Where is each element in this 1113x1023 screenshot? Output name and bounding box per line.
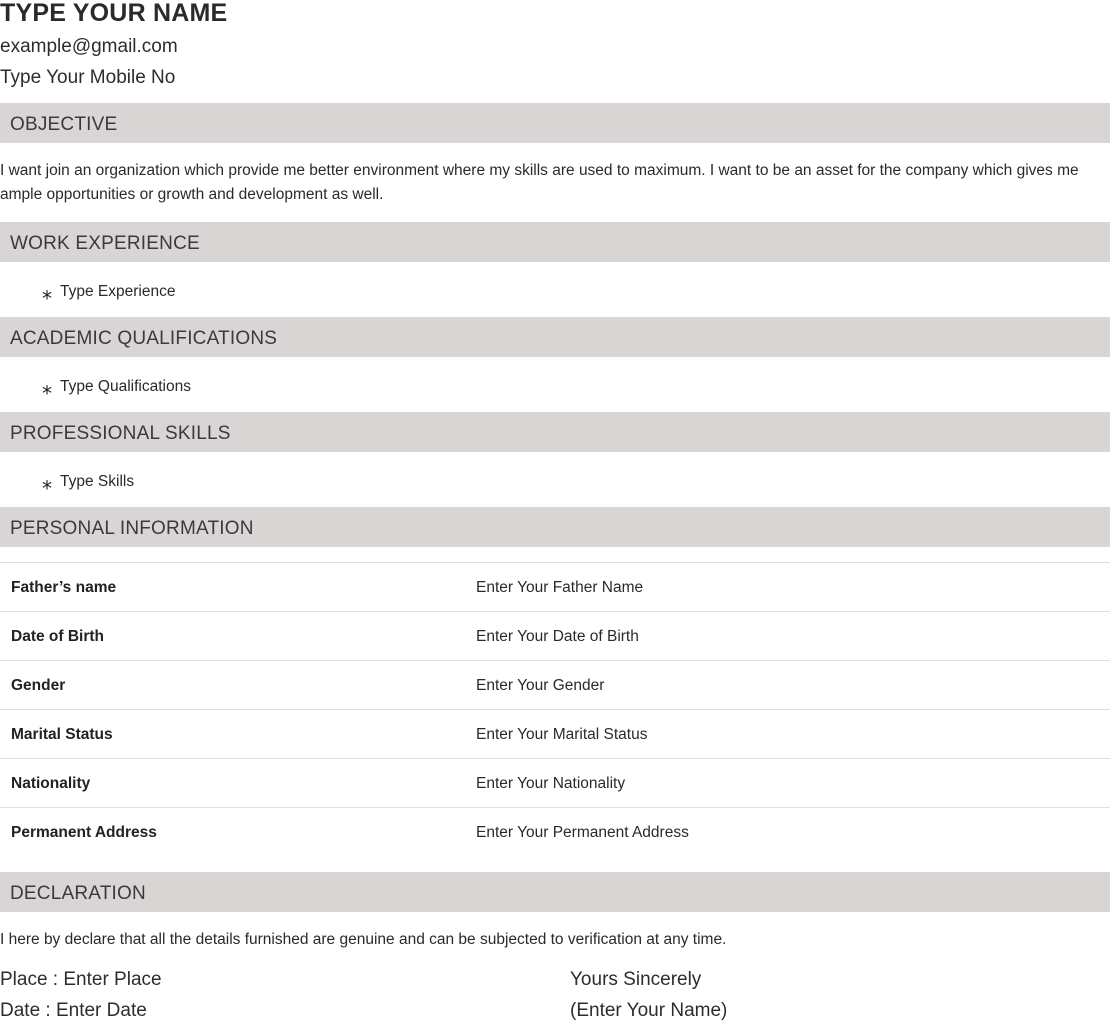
- email-address: example@gmail.com: [0, 36, 178, 57]
- table-row: [0, 808, 1110, 857]
- declaration-text: I here by declare that all the details furnished are genuine and can be subjected to verification at any time.: [0, 931, 727, 948]
- date-line: Date : Enter Date: [0, 1000, 147, 1021]
- table-row: [0, 661, 1110, 710]
- closing-line: Yours Sincerely: [570, 969, 702, 990]
- bullet-star-icon: ⁎: [42, 472, 52, 494]
- info-label-marital-status: Marital Status: [11, 725, 113, 743]
- table-row: [0, 612, 1110, 661]
- info-value-permanent-address: Enter Your Permanent Address: [476, 823, 689, 841]
- info-value-nationality: Enter Your Nationality: [476, 774, 626, 792]
- table-row: [0, 759, 1110, 808]
- info-value-gender: Enter Your Gender: [476, 676, 605, 694]
- section-title-academic-qualifications: ACADEMIC QUALIFICATIONS: [10, 328, 278, 349]
- qualification-text: Type Qualifications: [60, 378, 191, 395]
- work-experience-text: Type Experience: [60, 283, 176, 300]
- work-experience-item: [42, 279, 175, 303]
- section-header-personal-information: [0, 507, 1110, 547]
- table-row: [0, 563, 1110, 612]
- section-header-declaration: [0, 872, 1110, 912]
- info-label-date-of-birth: Date of Birth: [11, 627, 104, 645]
- candidate-name: TYPE YOUR NAME: [0, 0, 228, 27]
- info-label-nationality: Nationality: [11, 774, 91, 792]
- section-title-objective: OBJECTIVE: [10, 114, 118, 135]
- section-header-objective: [0, 103, 1110, 143]
- section-header-work-experience: [0, 222, 1110, 262]
- place-line: Place : Enter Place: [0, 969, 162, 990]
- info-value-marital-status: Enter Your Marital Status: [476, 725, 648, 743]
- bullet-star-icon: ⁎: [42, 377, 52, 399]
- section-header-academic-qualifications: [0, 317, 1110, 357]
- objective-text: I want join an organization which provide me better environment where my skills are used to maximum. I want to be an asset for the company which gives me ample opportunities or growth and development as well.: [0, 162, 1079, 203]
- qualification-item: [42, 374, 191, 398]
- personal-information-table: [0, 562, 1110, 857]
- signature-name: (Enter Your Name): [570, 1000, 728, 1021]
- section-title-declaration: DECLARATION: [10, 883, 146, 904]
- section-title-work-experience: WORK EXPERIENCE: [10, 233, 200, 254]
- info-label-father-name: Father’s name: [11, 578, 117, 596]
- info-value-father-name: Enter Your Father Name: [476, 578, 644, 596]
- table-row: [0, 710, 1110, 759]
- skill-text: Type Skills: [60, 473, 135, 490]
- mobile-number: Type Your Mobile No: [0, 67, 176, 88]
- skill-item: [42, 469, 134, 493]
- info-value-date-of-birth: Enter Your Date of Birth: [476, 627, 639, 645]
- info-label-permanent-address: Permanent Address: [11, 823, 157, 841]
- bullet-star-icon: ⁎: [42, 282, 52, 304]
- info-label-gender: Gender: [11, 676, 66, 694]
- section-header-professional-skills: [0, 412, 1110, 452]
- section-title-professional-skills: PROFESSIONAL SKILLS: [10, 423, 231, 444]
- section-title-personal-information: PERSONAL INFORMATION: [10, 518, 254, 539]
